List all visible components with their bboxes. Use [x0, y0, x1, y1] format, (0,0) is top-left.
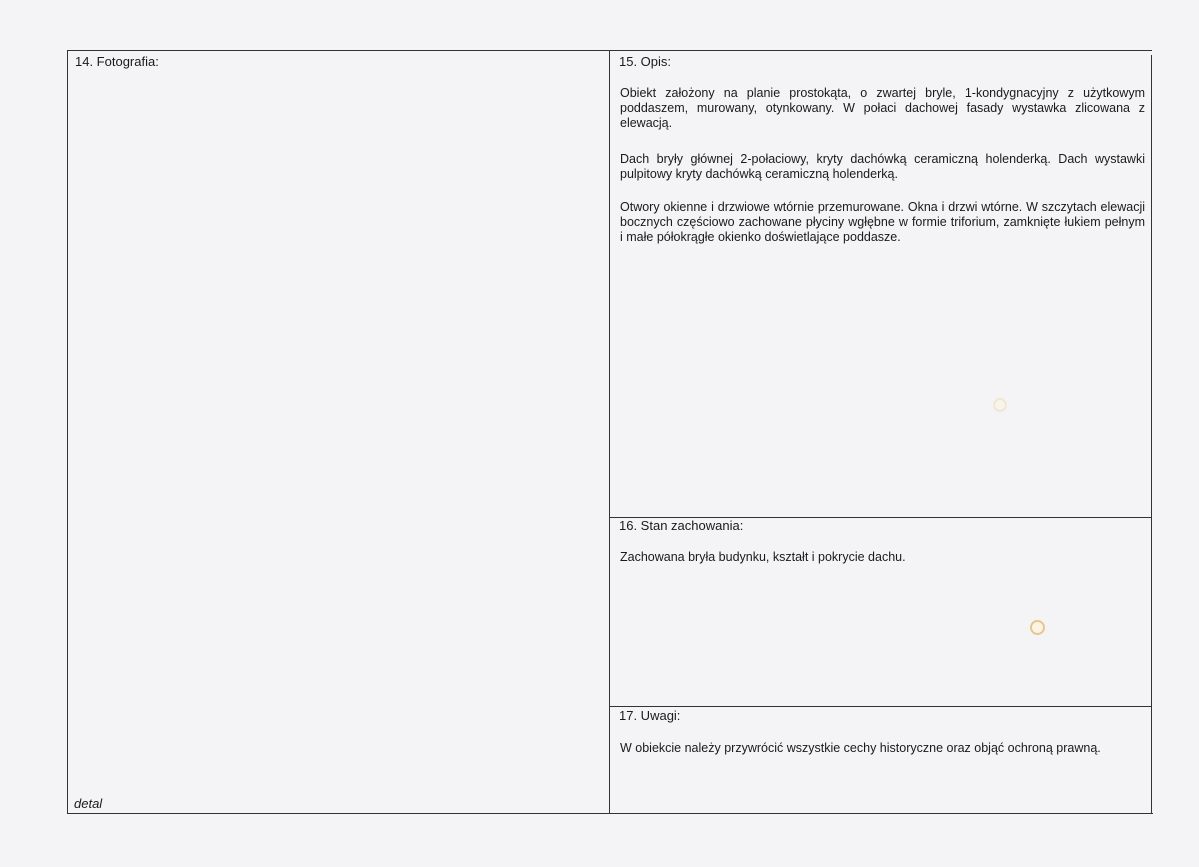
description-section-label: 15. Opis:: [619, 54, 672, 69]
condition-section-label: 16. Stan zachowania:: [619, 518, 744, 533]
section-divider-remarks: [610, 706, 1152, 707]
description-paragraph: Obiekt założony na planie prostokąta, o zwartej bryle, 1-kondygnacyjny z użytkowym poddaszem, murowany, otynkowany. W połaci dachowej fasady wystawka zlicowana z elewacją.: [620, 86, 1145, 130]
paper-stain: [993, 398, 1007, 412]
photo-section-label: 14. Fotografia:: [75, 54, 159, 69]
remarks-text: W obiekcie należy przywrócić wszystkie cechy historyczne oraz objąć ochroną prawną.: [620, 741, 1101, 755]
paper-stain: [1030, 620, 1045, 635]
description-paragraph: Dach bryły głównej 2-połaciowy, kryty dachówką ceramiczną holenderką. Dach wystawki pulpitowy kryty dachówką ceramiczną holenderką.: [620, 152, 1145, 181]
condition-text: Zachowana bryła budynku, kształt i pokrycie dachu.: [620, 550, 906, 564]
form-right-border: [1151, 55, 1152, 814]
description-paragraph: Otwory okienne i drzwiowe wtórnie przemurowane. Okna i drzwi wtórne. W szczytach elewacji bocznych częściowo zachowane płyciny wgłębne w formie triforium, zamknięte łukiem pełnym i małe półokrągłe okienko doświetlające poddasze.: [620, 200, 1145, 244]
column-divider: [609, 50, 610, 814]
remarks-section-label: 17. Uwagi:: [619, 708, 681, 723]
bottom-edge-mark: [1123, 813, 1153, 814]
photo-caption: detal: [74, 796, 103, 811]
